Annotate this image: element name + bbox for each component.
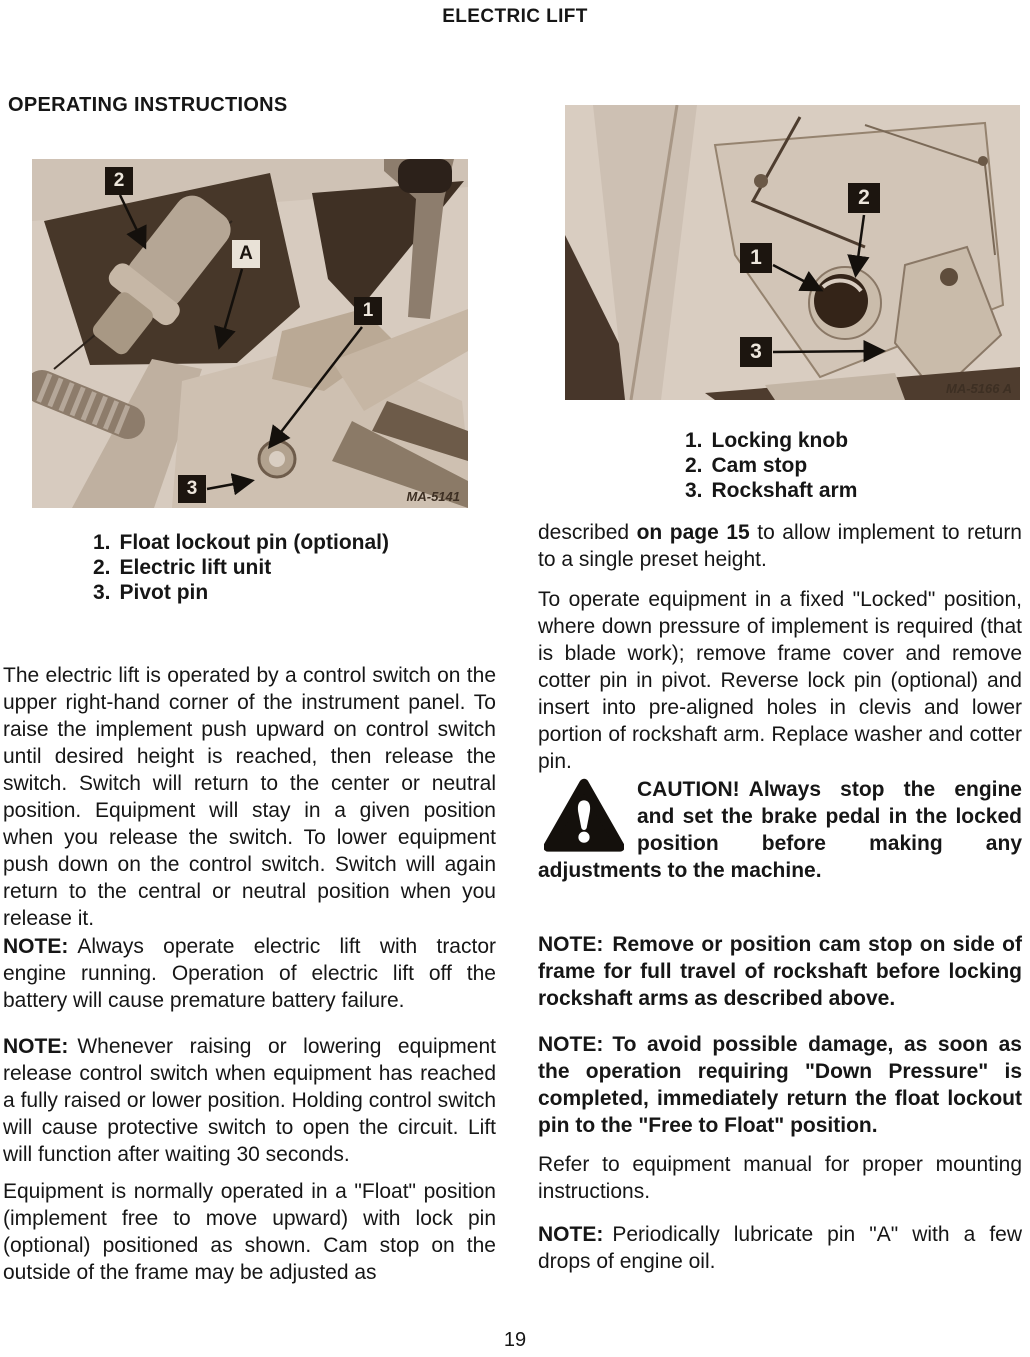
figure-left-label-2: 2 [105, 167, 133, 195]
figure-right-label-2: 2 [848, 183, 880, 213]
caption-text: Pivot pin [119, 581, 209, 604]
caption-number: 2. [685, 454, 703, 477]
note-text: Always operate electric lift with tractor engine running. Operation of electric lift off the battery will cause premature battery failure. [3, 935, 496, 1012]
photo-id-right: MA-5166 A [946, 381, 1012, 396]
caption-number: 1. [685, 429, 703, 452]
caption-text: Electric lift unit [119, 556, 272, 579]
paragraph-bold-text: on page 15 [636, 521, 750, 544]
note-lubricate [538, 1221, 1022, 1275]
caption-item [685, 453, 857, 478]
section-heading: OPERATING INSTRUCTIONS [8, 94, 288, 116]
figure-left-label-3: 3 [178, 475, 206, 503]
caption-item [685, 478, 857, 503]
caption-item [685, 428, 857, 453]
note-label: NOTE: [538, 1033, 604, 1056]
paragraph-continued-from-left [538, 519, 1022, 573]
caution-block [538, 776, 1022, 884]
caption-text: Rockshaft arm [711, 479, 858, 502]
caption-number: 3. [93, 581, 111, 604]
figure-left-label-1: 1 [354, 297, 382, 325]
paragraph-refer-manual: Refer to equipment manual for proper mounting instructions. [538, 1153, 1022, 1203]
note-text: Remove or position cam stop on side of frame for full travel of rockshaft before locking rockshaft arms as described above. [538, 933, 1022, 1010]
caution-label: CAUTION! [637, 778, 740, 801]
note-text: To avoid possible damage, as soon as the operation requiring "Down Pressure" is completed, immediately return the float lockout pin to the "Free to Float" position. [538, 1033, 1022, 1137]
paragraph-lift-operation: The electric lift is operated by a control switch on the upper right-hand corner of the instrument panel. To raise the implement push upward on control switch until desired height is reached, then release the switch. Switch will return to the center or neutral position. Equipment will stay in a given position when you release the switch. To lower equipment push down on the control switch. Switch will again return to the central or neutral position when you release it. [3, 664, 496, 930]
figure-right-photo [565, 105, 1020, 400]
note-avoid-damage [538, 1031, 1022, 1139]
photo-id-left: MA-5141 [406, 489, 460, 504]
caption-item [93, 555, 389, 580]
paragraph-text: to allow implement to return to a single preset height. [538, 521, 1022, 571]
figure-left-caption [93, 530, 389, 605]
figure-left-label-A: A [232, 240, 260, 268]
note-engine-running [3, 933, 496, 1014]
caption-number: 3. [685, 479, 703, 502]
caption-text: Locking knob [711, 429, 849, 452]
paragraph-text: described [538, 521, 637, 544]
note-label: NOTE: [3, 935, 69, 958]
caption-number: 1. [93, 531, 111, 554]
caution-text: Always stop the engine and set the brake pedal in the locked position before making any adjustments to the machine. [538, 778, 1022, 882]
figure-left-photo [32, 159, 468, 508]
figure-right-caption [685, 428, 857, 503]
paragraph-float-position: Equipment is normally operated in a "Float" position (implement free to move upward) with lock pin (optional) positioned as shown. Cam stop on the outside of the frame may be adjusted as [3, 1180, 496, 1284]
note-text: Whenever raising or lowering equipment release control switch when equipment has reached a fully raised or lower position. Holding control switch will cause protective switch to open the circuit. Lift will function after waiting 30 seconds. [3, 1035, 496, 1166]
figure-right-label-1: 1 [740, 243, 772, 273]
caution-triangle-icon [544, 778, 624, 854]
caption-number: 2. [93, 556, 111, 579]
caption-item [93, 580, 389, 605]
machinery-illustration-right [565, 105, 1020, 400]
paragraph-locked-position: To operate equipment in a fixed "Locked" position, where down pressure of implement is required (that is blade work); remove frame cover and remove cotter pin in pivot. Reverse lock pin (optional) and insert into pre-aligned holes in clevis and lower portion of rockshaft arm. Replace washer and cotter pin. [538, 588, 1022, 773]
note-label: NOTE: [3, 1035, 69, 1058]
caption-item [93, 530, 389, 555]
caption-text: Float lockout pin (optional) [119, 531, 389, 554]
caption-text: Cam stop [711, 454, 808, 477]
figure-right-label-3: 3 [740, 337, 772, 367]
note-label: NOTE: [538, 1223, 604, 1246]
note-cam-stop [538, 931, 1022, 1012]
page-number: 19 [503, 1329, 527, 1351]
page-title: ELECTRIC LIFT [442, 6, 588, 27]
note-label: NOTE: [538, 933, 604, 956]
machinery-illustration-left [32, 159, 468, 508]
note-text: Periodically lubricate pin "A" with a few drops of engine oil. [538, 1223, 1022, 1273]
note-release-switch [3, 1033, 496, 1168]
